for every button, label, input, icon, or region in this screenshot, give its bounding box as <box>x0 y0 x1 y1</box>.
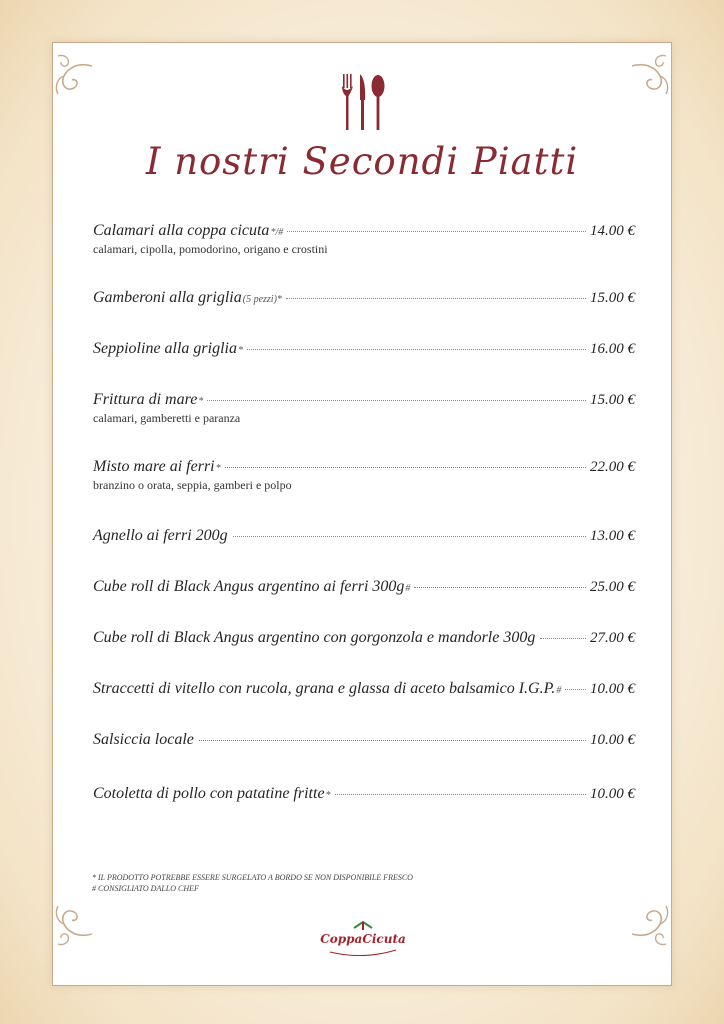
item-name: Calamari alla coppa cicuta <box>93 222 270 239</box>
item-mark: # <box>405 583 411 594</box>
logo-text: CoppaCicuta <box>320 932 406 946</box>
item-name: Misto mare ai ferri <box>93 458 215 475</box>
footnote-frozen: * IL PRODOTTO POTREBBE ESSERE SURGELATO A BORDO SE NON DISPONIBILE FRESCO <box>92 873 413 882</box>
ornament-corner-icon <box>48 900 98 950</box>
dotted-leader <box>247 349 586 350</box>
menu-item <box>93 527 635 545</box>
ornament-corner-icon <box>626 900 676 950</box>
item-name: Salsiccia locale <box>93 731 194 748</box>
menu-item <box>93 629 635 647</box>
item-name: Cotoletta di pollo con patatine fritte <box>93 785 325 802</box>
item-price: 16.00 € <box>590 341 635 357</box>
dotted-leader <box>335 794 586 795</box>
menu-item <box>93 222 635 257</box>
menu-item <box>93 785 635 803</box>
item-name: Straccetti di vitello con rucola, grana e glassa di aceto balsamico I.G.P. <box>93 680 556 697</box>
item-description: branzino o orata, seppia, gamberi e polpo <box>93 478 292 492</box>
menu-card <box>52 42 672 986</box>
item-mark: # <box>556 685 562 696</box>
menu-item <box>93 680 635 698</box>
item-name: Agnello ai ferri 200g <box>93 527 228 544</box>
menu-item <box>93 578 635 596</box>
item-name: Seppioline alla griglia <box>93 340 237 357</box>
dotted-leader <box>225 467 586 468</box>
dotted-leader <box>287 231 586 232</box>
item-mark: * <box>325 790 331 801</box>
item-mark: * <box>198 396 204 407</box>
item-price: 15.00 € <box>590 392 635 408</box>
dotted-leader <box>540 638 586 639</box>
dotted-leader <box>233 536 586 537</box>
item-name: Frittura di mare <box>93 391 198 408</box>
item-description: calamari, cipolla, pomodorino, origano e crostini <box>93 242 328 256</box>
footnote-chef: # CONSIGLIATO DALLO CHEF <box>92 884 199 893</box>
footnotes <box>92 872 413 894</box>
item-mark: */# <box>270 227 284 238</box>
item-price: 15.00 € <box>590 290 635 306</box>
menu-item <box>93 289 635 307</box>
item-price: 22.00 € <box>590 459 635 475</box>
item-mark: * <box>238 345 243 356</box>
item-price: 27.00 € <box>590 630 635 646</box>
item-name: Cube roll di Black Angus argentino con gorgonzola e mandorle 300g <box>93 629 536 646</box>
brand-logo <box>316 918 410 964</box>
item-price: 10.00 € <box>590 786 635 802</box>
item-price: 10.00 € <box>590 732 635 748</box>
menu-item <box>93 458 635 493</box>
item-name: Gamberoni alla griglia <box>93 289 242 306</box>
item-mark: (5 pezzi)* <box>242 294 282 305</box>
ornament-corner-icon <box>626 50 676 100</box>
item-name: Cube roll di Black Angus argentino ai ferri 300g <box>93 578 405 595</box>
item-price: 10.00 € <box>590 681 635 697</box>
dotted-leader <box>207 400 586 401</box>
page-title: I nostri Secondi Piatti <box>145 140 579 183</box>
item-mark: * <box>215 463 221 474</box>
menu-item <box>93 391 635 426</box>
dotted-leader <box>414 587 586 588</box>
dotted-leader <box>199 740 586 741</box>
menu-item <box>93 731 635 749</box>
item-price: 13.00 € <box>590 528 635 544</box>
menu-item <box>93 340 635 358</box>
item-price: 25.00 € <box>590 579 635 595</box>
item-description: calamari, gamberetti e paranza <box>93 411 241 425</box>
dotted-leader <box>286 298 586 299</box>
item-price: 14.00 € <box>590 223 635 239</box>
ornament-corner-icon <box>48 50 98 100</box>
dotted-leader <box>565 689 586 690</box>
cutlery-icon <box>336 72 388 132</box>
